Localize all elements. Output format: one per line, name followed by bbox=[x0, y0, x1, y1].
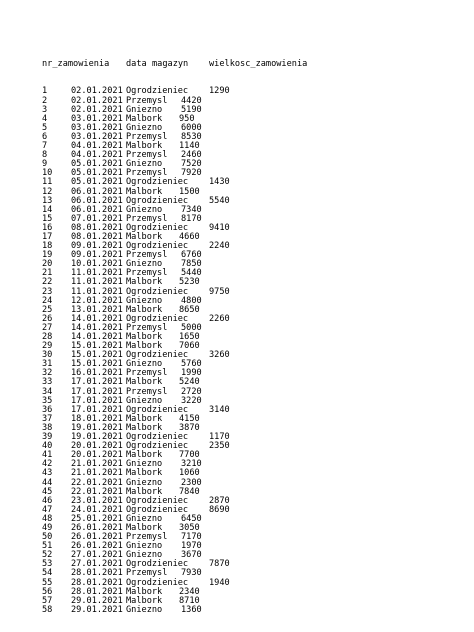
warehouse-label: Malbork bbox=[126, 231, 163, 242]
order-date: 02.01.2021 bbox=[71, 86, 123, 97]
warehouse-label: Ogrodzieniec bbox=[126, 350, 189, 361]
order-number: 14 bbox=[42, 204, 53, 215]
order-quantity: 5230 bbox=[179, 277, 200, 288]
warehouse-label: Malbork bbox=[126, 377, 163, 388]
warehouse-label: Przemysl bbox=[126, 95, 168, 106]
order-quantity: 1940 bbox=[209, 577, 230, 588]
order-quantity: 3210 bbox=[181, 459, 202, 470]
warehouse-label: Malbork bbox=[126, 522, 163, 533]
warehouse-label: Malbork bbox=[126, 486, 163, 497]
order-number: 33 bbox=[42, 377, 53, 388]
warehouse-label: Przemysl bbox=[126, 250, 168, 261]
order-quantity: 7840 bbox=[179, 486, 200, 497]
warehouse-label: Gniezno bbox=[126, 459, 163, 470]
order-date: 08.01.2021 bbox=[71, 231, 123, 242]
order-date: 19.01.2021 bbox=[71, 432, 123, 443]
order-quantity: 6760 bbox=[181, 250, 202, 261]
order-number: 4 bbox=[42, 113, 48, 124]
order-quantity: 2300 bbox=[181, 477, 202, 488]
warehouse-label: Gniezno bbox=[126, 550, 163, 561]
order-date: 03.01.2021 bbox=[71, 113, 123, 124]
warehouse-label: Gniezno bbox=[126, 395, 163, 406]
order-number: 22 bbox=[42, 277, 53, 288]
order-number: 20 bbox=[42, 259, 53, 270]
warehouse-label: Przemysl bbox=[126, 368, 168, 379]
warehouse-label: Malbork bbox=[126, 413, 163, 424]
order-quantity: 1990 bbox=[181, 368, 202, 379]
order-date: 09.01.2021 bbox=[71, 241, 123, 252]
warehouse-label: Malbork bbox=[126, 186, 163, 197]
order-quantity: 3870 bbox=[179, 422, 200, 433]
order-date: 14.01.2021 bbox=[71, 313, 123, 324]
order-date: 22.01.2021 bbox=[71, 486, 123, 497]
order-number: 31 bbox=[42, 359, 53, 370]
warehouse-label: Przemysl bbox=[126, 213, 168, 224]
order-date: 15.01.2021 bbox=[71, 359, 123, 370]
order-number: 2 bbox=[42, 95, 48, 106]
warehouse-label: Malbork bbox=[126, 586, 163, 597]
warehouse-label: Gniezno bbox=[126, 541, 163, 552]
order-number: 6 bbox=[42, 131, 48, 142]
order-number: 34 bbox=[42, 386, 53, 397]
order-quantity: 2240 bbox=[209, 241, 230, 252]
order-quantity: 5540 bbox=[209, 195, 230, 206]
order-date: 24.01.2021 bbox=[71, 504, 123, 515]
order-number: 51 bbox=[42, 541, 53, 552]
order-date: 26.01.2021 bbox=[71, 522, 123, 533]
order-number: 54 bbox=[42, 568, 53, 579]
order-date: 16.01.2021 bbox=[71, 368, 123, 379]
order-date: 02.01.2021 bbox=[71, 95, 123, 106]
order-number: 5 bbox=[42, 122, 48, 133]
order-date: 02.01.2021 bbox=[71, 104, 123, 115]
order-quantity: 3050 bbox=[179, 522, 200, 533]
order-date: 14.01.2021 bbox=[71, 332, 123, 342]
order-quantity: 1500 bbox=[179, 186, 200, 197]
order-date: 29.01.2021 bbox=[71, 595, 123, 606]
warehouse-label: Malbork bbox=[126, 595, 163, 606]
order-quantity: 6000 bbox=[181, 122, 202, 133]
order-number: 48 bbox=[42, 513, 53, 524]
order-quantity: 1290 bbox=[209, 86, 230, 97]
warehouse-label: Malbork bbox=[126, 304, 163, 315]
order-date: 15.01.2021 bbox=[71, 350, 123, 361]
order-quantity: 1170 bbox=[209, 432, 230, 443]
order-quantity: 1060 bbox=[179, 468, 200, 479]
order-number: 47 bbox=[42, 504, 53, 515]
warehouse-label: Malbork bbox=[126, 332, 163, 342]
order-number: 13 bbox=[42, 195, 53, 206]
orders-text-document bbox=[42, 42, 308, 624]
order-quantity: 3260 bbox=[209, 350, 230, 361]
order-number: 10 bbox=[42, 168, 53, 179]
order-date: 19.01.2021 bbox=[71, 422, 123, 433]
order-quantity: 1360 bbox=[181, 604, 202, 615]
order-quantity: 8690 bbox=[209, 504, 230, 515]
header-nr-zamowienia: nr_zamowienia bbox=[42, 59, 110, 70]
order-number: 50 bbox=[42, 532, 53, 543]
order-quantity: 1430 bbox=[209, 177, 230, 188]
order-date: 26.01.2021 bbox=[71, 541, 123, 552]
warehouse-label: Przemysl bbox=[126, 532, 168, 543]
order-quantity: 9750 bbox=[209, 286, 230, 297]
order-date: 05.01.2021 bbox=[71, 168, 123, 179]
order-quantity: 1140 bbox=[179, 141, 200, 152]
warehouse-label: Gniezno bbox=[126, 104, 163, 115]
warehouse-label: Ogrodzieniec bbox=[126, 313, 189, 324]
warehouse-label: Ogrodzieniec bbox=[126, 286, 189, 297]
warehouse-label: Ogrodzieniec bbox=[126, 241, 189, 252]
order-date: 04.01.2021 bbox=[71, 141, 123, 152]
order-quantity: 2350 bbox=[209, 441, 230, 452]
warehouse-label: Malbork bbox=[126, 277, 163, 288]
order-date: 10.01.2021 bbox=[71, 259, 123, 270]
order-date: 27.01.2021 bbox=[71, 550, 123, 561]
order-quantity: 950 bbox=[179, 113, 195, 124]
warehouse-label: Gniezno bbox=[126, 604, 163, 615]
order-date: 08.01.2021 bbox=[71, 222, 123, 233]
warehouse-label: Przemysl bbox=[126, 150, 168, 161]
warehouse-label: Malbork bbox=[126, 468, 163, 479]
order-number: 21 bbox=[42, 268, 53, 279]
order-number: 52 bbox=[42, 550, 53, 561]
order-number: 12 bbox=[42, 186, 53, 197]
order-date: 18.01.2021 bbox=[71, 413, 123, 424]
order-number: 25 bbox=[42, 304, 53, 315]
warehouse-label: Gniezno bbox=[126, 159, 163, 170]
order-date: 17.01.2021 bbox=[71, 404, 123, 415]
order-number: 46 bbox=[42, 495, 53, 506]
order-number: 49 bbox=[42, 522, 53, 533]
order-date: 14.01.2021 bbox=[71, 322, 123, 333]
order-quantity: 9410 bbox=[209, 222, 230, 233]
order-number: 36 bbox=[42, 404, 53, 415]
order-number: 24 bbox=[42, 295, 53, 306]
warehouse-label: Malbork bbox=[126, 113, 163, 124]
warehouse-label: Ogrodzieniec bbox=[126, 195, 189, 206]
order-date: 20.01.2021 bbox=[71, 450, 123, 461]
order-quantity: 4800 bbox=[181, 295, 202, 306]
order-date: 22.01.2021 bbox=[71, 477, 123, 488]
order-quantity: 5240 bbox=[179, 377, 200, 388]
order-quantity: 2870 bbox=[209, 495, 230, 506]
order-quantity: 7700 bbox=[179, 450, 200, 461]
order-date: 25.01.2021 bbox=[71, 513, 123, 524]
order-quantity: 1650 bbox=[179, 332, 200, 342]
warehouse-label: Przemysl bbox=[126, 568, 168, 579]
order-date: 28.01.2021 bbox=[71, 586, 123, 597]
order-number: 19 bbox=[42, 250, 53, 261]
order-quantity: 2460 bbox=[181, 150, 202, 161]
order-number: 45 bbox=[42, 486, 53, 497]
order-number: 26 bbox=[42, 313, 53, 324]
order-quantity: 7870 bbox=[209, 559, 230, 570]
order-quantity: 2720 bbox=[181, 386, 202, 397]
order-quantity: 8650 bbox=[179, 304, 200, 315]
order-quantity: 4660 bbox=[179, 231, 200, 242]
order-number: 3 bbox=[42, 104, 48, 115]
order-date: 09.01.2021 bbox=[71, 250, 123, 261]
order-date: 06.01.2021 bbox=[71, 186, 123, 197]
warehouse-label: Malbork bbox=[126, 450, 163, 461]
warehouse-label: Ogrodzieniec bbox=[126, 495, 189, 506]
order-number: 11 bbox=[42, 177, 53, 188]
order-quantity: 7170 bbox=[181, 532, 202, 543]
warehouse-label: Ogrodzieniec bbox=[126, 432, 189, 443]
warehouse-label: Gniezno bbox=[126, 122, 163, 133]
order-number: 38 bbox=[42, 422, 53, 433]
warehouse-label: Ogrodzieniec bbox=[126, 441, 189, 452]
order-quantity: 2260 bbox=[209, 313, 230, 324]
warehouse-label: Malbork bbox=[126, 341, 163, 352]
order-number: 18 bbox=[42, 241, 53, 252]
order-number: 56 bbox=[42, 586, 53, 597]
order-quantity: 5440 bbox=[181, 268, 202, 279]
order-number: 17 bbox=[42, 231, 53, 242]
warehouse-label: Ogrodzieniec bbox=[126, 577, 189, 588]
order-quantity: 2340 bbox=[179, 586, 200, 597]
warehouse-label: Przemysl bbox=[126, 386, 168, 397]
order-date: 28.01.2021 bbox=[71, 577, 123, 588]
order-quantity: 8170 bbox=[181, 213, 202, 224]
order-quantity: 7060 bbox=[179, 341, 200, 352]
warehouse-label: Gniezno bbox=[126, 204, 163, 215]
warehouse-label: Przemysl bbox=[126, 268, 168, 279]
order-number: 55 bbox=[42, 577, 53, 588]
order-date: 27.01.2021 bbox=[71, 559, 123, 570]
order-number: 35 bbox=[42, 395, 53, 406]
order-number: 9 bbox=[42, 159, 48, 170]
order-quantity: 5190 bbox=[181, 104, 202, 115]
order-number: 16 bbox=[42, 222, 53, 233]
warehouse-label: Ogrodzieniec bbox=[126, 504, 189, 515]
order-number: 53 bbox=[42, 559, 53, 570]
warehouse-label: Przemysl bbox=[126, 322, 168, 333]
order-quantity: 7850 bbox=[181, 259, 202, 270]
order-number: 29 bbox=[42, 341, 53, 352]
order-number: 27 bbox=[42, 322, 53, 333]
order-quantity: 8710 bbox=[179, 595, 200, 606]
order-quantity: 3670 bbox=[181, 550, 202, 561]
order-date: 11.01.2021 bbox=[71, 268, 123, 279]
order-number: 41 bbox=[42, 450, 53, 461]
order-number: 58 bbox=[42, 604, 53, 615]
order-date: 21.01.2021 bbox=[71, 459, 123, 470]
order-date: 17.01.2021 bbox=[71, 386, 123, 397]
order-date: 29.01.2021 bbox=[71, 604, 123, 615]
order-date: 07.01.2021 bbox=[71, 213, 123, 224]
header-row bbox=[42, 59, 308, 70]
order-number: 1 bbox=[42, 86, 48, 97]
order-date: 11.01.2021 bbox=[71, 277, 123, 288]
header-wielkosc-zamowienia: wielkosc_zamowienia bbox=[209, 59, 308, 70]
warehouse-label: Gniezno bbox=[126, 477, 163, 488]
order-date: 06.01.2021 bbox=[71, 195, 123, 206]
order-number: 57 bbox=[42, 595, 53, 606]
warehouse-label: Ogrodzieniec bbox=[126, 404, 189, 415]
order-date: 17.01.2021 bbox=[71, 377, 123, 388]
order-date: 03.01.2021 bbox=[71, 131, 123, 142]
order-number: 8 bbox=[42, 150, 48, 161]
warehouse-label: Gniezno bbox=[126, 259, 163, 270]
header-data: data bbox=[126, 59, 147, 70]
order-quantity: 3140 bbox=[209, 404, 230, 415]
warehouse-label: Gniezno bbox=[126, 359, 163, 370]
order-quantity: 7340 bbox=[181, 204, 202, 215]
warehouse-label: Przemysl bbox=[126, 131, 168, 142]
table-row bbox=[42, 604, 202, 615]
order-date: 17.01.2021 bbox=[71, 395, 123, 406]
order-date: 03.01.2021 bbox=[71, 122, 123, 133]
header-magazyn: magazyn bbox=[152, 59, 189, 70]
warehouse-label: Gniezno bbox=[126, 513, 163, 524]
warehouse-label: Ogrodzieniec bbox=[126, 177, 189, 188]
data-rows bbox=[42, 86, 230, 615]
order-quantity: 7520 bbox=[181, 159, 202, 170]
order-quantity: 6450 bbox=[181, 513, 202, 524]
order-number: 23 bbox=[42, 286, 53, 297]
order-number: 30 bbox=[42, 350, 53, 361]
warehouse-label: Przemysl bbox=[126, 168, 168, 179]
warehouse-label: Gniezno bbox=[126, 295, 163, 306]
warehouse-label: Ogrodzieniec bbox=[126, 222, 189, 233]
order-number: 44 bbox=[42, 477, 53, 488]
order-date: 05.01.2021 bbox=[71, 159, 123, 170]
order-number: 7 bbox=[42, 141, 48, 152]
order-quantity: 5000 bbox=[181, 322, 202, 333]
warehouse-name bbox=[126, 604, 202, 615]
order-date: 26.01.2021 bbox=[71, 532, 123, 543]
order-date: 13.01.2021 bbox=[71, 304, 123, 315]
order-date: 21.01.2021 bbox=[71, 468, 123, 479]
order-number: 28 bbox=[42, 332, 53, 342]
order-quantity: 1970 bbox=[181, 541, 202, 552]
order-number: 43 bbox=[42, 468, 53, 479]
order-number: 42 bbox=[42, 459, 53, 470]
order-number: 40 bbox=[42, 441, 53, 452]
warehouse-label: Malbork bbox=[126, 422, 163, 433]
order-number: 15 bbox=[42, 213, 53, 224]
order-date: 11.01.2021 bbox=[71, 286, 123, 297]
order-quantity: 8530 bbox=[181, 131, 202, 142]
order-date: 05.01.2021 bbox=[71, 177, 123, 188]
warehouse-label: Ogrodzieniec bbox=[126, 86, 189, 97]
order-number: 37 bbox=[42, 413, 53, 424]
warehouse-label: Malbork bbox=[126, 141, 163, 152]
order-quantity: 5760 bbox=[181, 359, 202, 370]
order-date: 20.01.2021 bbox=[71, 441, 123, 452]
order-date: 06.01.2021 bbox=[71, 204, 123, 215]
order-date: 28.01.2021 bbox=[71, 568, 123, 579]
order-quantity: 7930 bbox=[181, 568, 202, 579]
order-quantity: 3220 bbox=[181, 395, 202, 406]
order-date: 12.01.2021 bbox=[71, 295, 123, 306]
order-date: 04.01.2021 bbox=[71, 150, 123, 161]
order-quantity: 4420 bbox=[181, 95, 202, 106]
order-quantity: 7920 bbox=[181, 168, 202, 179]
warehouse-label: Ogrodzieniec bbox=[126, 559, 189, 570]
order-number: 39 bbox=[42, 432, 53, 443]
order-date: 15.01.2021 bbox=[71, 341, 123, 352]
order-date: 23.01.2021 bbox=[71, 495, 123, 506]
order-number: 32 bbox=[42, 368, 53, 379]
order-quantity: 4150 bbox=[179, 413, 200, 424]
